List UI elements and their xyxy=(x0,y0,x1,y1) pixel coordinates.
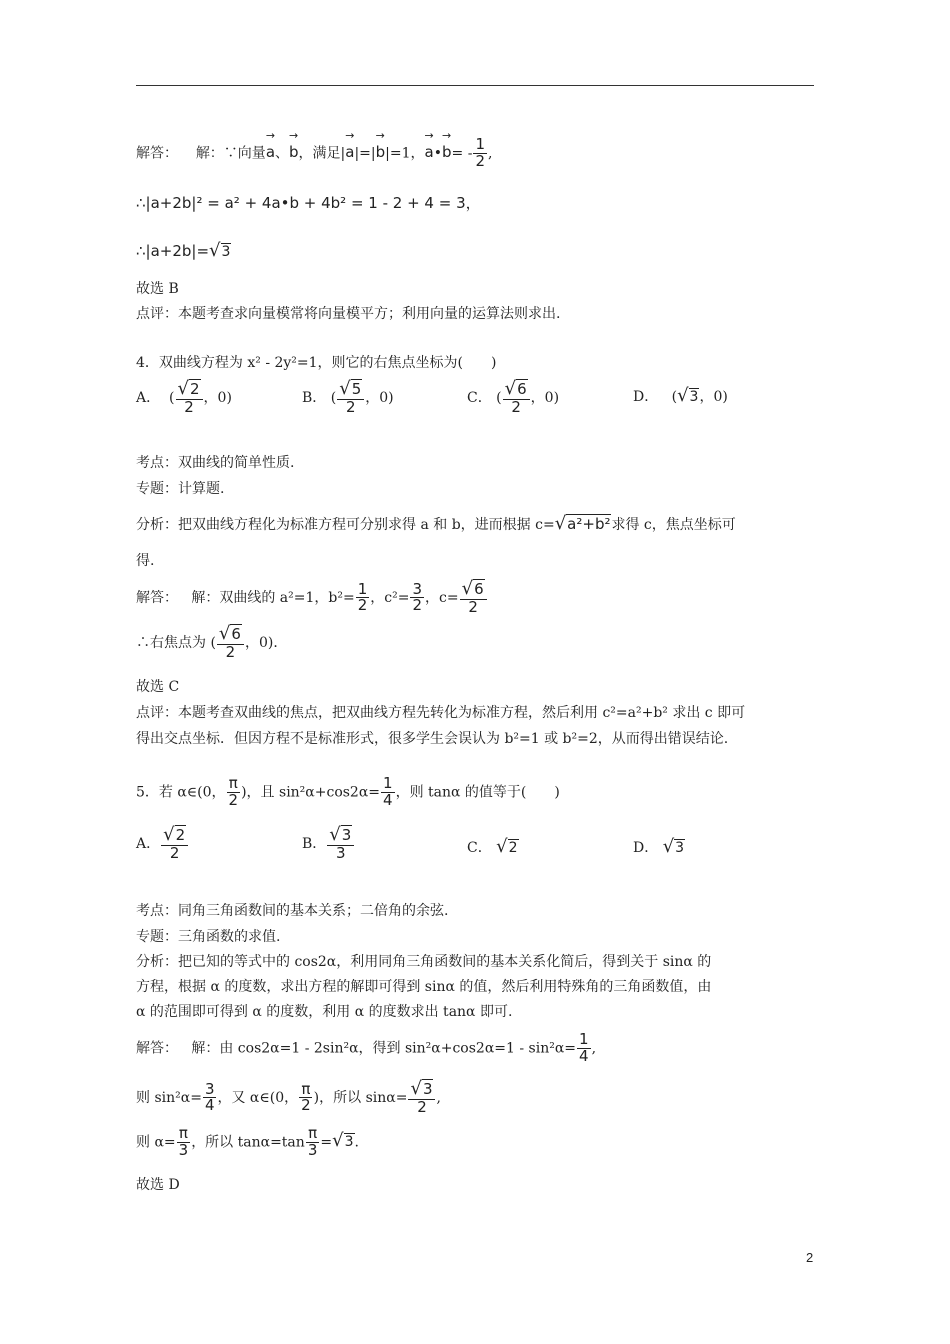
text: , xyxy=(591,1040,597,1057)
denominator: 4 xyxy=(204,1096,215,1115)
radicand: 6 xyxy=(231,625,241,643)
q5-answer: 故选 D xyxy=(136,1177,180,1193)
text: ，c= xyxy=(425,589,459,606)
fraction xyxy=(337,380,364,416)
q5-solution-line1 xyxy=(136,1032,596,1065)
text: ，满足| xyxy=(298,145,346,162)
q5-fenxi-line2: 方程，根据 α 的度数，求出方程的解即可得到 sinα 的值，然后利用特殊角的三角函数值，由 xyxy=(136,979,712,995)
q5-option-c xyxy=(467,836,519,857)
denominator: 3 xyxy=(336,843,346,862)
text: ∴|a+2b|= xyxy=(136,242,210,260)
text: 解：∵向量 xyxy=(195,145,266,162)
sqrt: √3 xyxy=(209,240,231,261)
radicand: 2 xyxy=(189,380,200,398)
text: , xyxy=(436,1089,441,1106)
label: D． xyxy=(633,389,659,405)
numerator: √2 xyxy=(161,826,188,846)
equation: ∴|a+2b|² = a² + 4a•b + 4b² = 1 - 2 + 4 = 3， xyxy=(136,194,481,212)
text: = xyxy=(320,1134,333,1151)
q5-fenxi-line3: α 的范围即可得到 α 的度数，利用 α 的度数求出 tanα 即可. xyxy=(136,1004,513,1020)
fraction xyxy=(306,1126,320,1159)
vector-b: → b xyxy=(289,139,299,161)
denominator: 3 xyxy=(178,1140,189,1159)
q5-zhuanti: 专题：三角函数的求值. xyxy=(136,929,281,945)
numerator: π xyxy=(308,1124,318,1142)
denominator: 4 xyxy=(579,1046,589,1065)
sqrt: √a²+b² xyxy=(554,513,611,534)
q5-option-a xyxy=(136,826,189,862)
q4-option-b xyxy=(302,380,394,416)
header-rule xyxy=(136,85,814,86)
text: )，且 sin²α+cos2α= xyxy=(241,784,381,801)
q5-fenxi-line1: 分析：把已知的等式中的 cos2α，利用同角三角函数间的基本关系化简后，得到关于 sinα 的 xyxy=(136,954,712,970)
text: ，则 tanα 的值等于( ) xyxy=(395,784,560,801)
label: B． xyxy=(302,389,327,406)
denominator: 4 xyxy=(383,790,393,809)
denominator: 2 xyxy=(468,597,478,616)
denominator: 2 xyxy=(301,1096,311,1115)
denominator: 2 xyxy=(475,151,485,170)
numerator: 1 xyxy=(383,774,393,792)
radicand: 2 xyxy=(508,840,518,856)
fraction xyxy=(410,579,424,615)
text: ，0) xyxy=(530,389,560,406)
text: ，又 α∈(0， xyxy=(217,1089,299,1106)
text: ( xyxy=(169,389,175,406)
fraction xyxy=(161,826,188,862)
q3-solution-line2 xyxy=(136,192,481,213)
label: A． xyxy=(136,389,161,406)
denominator: 2 xyxy=(225,642,236,661)
fraction xyxy=(356,579,370,615)
text: ，0) xyxy=(365,389,394,406)
numerator: 1 xyxy=(357,579,368,598)
numerator: √6 xyxy=(217,625,244,645)
radicand: 3 xyxy=(341,826,352,844)
numerator: √6 xyxy=(460,580,487,600)
text: = - xyxy=(451,145,473,162)
fraction xyxy=(327,826,354,862)
fraction xyxy=(503,380,530,416)
q4-zhuanti: 专题：计算题. xyxy=(136,481,225,497)
numerator: √5 xyxy=(337,380,364,400)
q4-option-d xyxy=(633,385,728,406)
vector-b: → b xyxy=(376,139,386,161)
numerator: π xyxy=(178,1124,188,1142)
numerator: π xyxy=(228,774,238,792)
radicand: 2 xyxy=(175,826,186,844)
q4-comment-line1: 点评：本题考查双曲线的焦点，把双曲线方程先转化为标准方程，然后利用 c²=a²+b² 求出 c 即可 xyxy=(136,705,746,721)
q5-option-b xyxy=(302,826,355,862)
label: C． xyxy=(467,840,492,856)
denominator: 2 xyxy=(511,397,521,416)
label: 解答： xyxy=(136,589,178,606)
sqrt: √3 xyxy=(662,836,685,857)
numerator: √3 xyxy=(408,1080,435,1100)
q5-solution-line2 xyxy=(136,1080,441,1116)
numerator: √6 xyxy=(503,380,530,400)
text: ，0) xyxy=(699,389,728,405)
fraction xyxy=(299,1079,313,1115)
radicand: 6 xyxy=(474,580,484,598)
text: ( xyxy=(330,389,337,406)
denominator: 2 xyxy=(357,596,368,615)
text: , xyxy=(488,145,493,162)
fraction xyxy=(473,137,487,170)
numerator: 1 xyxy=(475,135,485,153)
q4-fenxi-line1 xyxy=(136,513,736,534)
label: 解答： xyxy=(136,1040,178,1057)
text: |=| xyxy=(354,145,376,162)
text: . xyxy=(354,1134,359,1151)
text: |=1， xyxy=(385,145,425,162)
text: 则 α= xyxy=(136,1134,176,1151)
fraction xyxy=(177,1126,191,1159)
numerator: 3 xyxy=(204,1079,215,1098)
q5-option-d xyxy=(633,836,685,857)
numerator: √3 xyxy=(327,826,354,846)
vector-a: → a xyxy=(425,139,434,161)
radicand: 5 xyxy=(351,380,362,398)
denominator: 3 xyxy=(307,1140,318,1159)
fraction xyxy=(217,625,244,661)
page-number: 2 xyxy=(806,1250,814,1265)
fraction xyxy=(227,776,241,809)
radicand: 6 xyxy=(517,380,527,398)
q4-option-a xyxy=(136,380,232,416)
numerator: 1 xyxy=(579,1030,589,1048)
fraction xyxy=(408,1080,435,1116)
q5-kaodian: 考点：同角三角函数间的基本关系；二倍角的余弦. xyxy=(136,903,449,919)
sqrt: √2 xyxy=(496,836,518,857)
text: 、 xyxy=(275,145,290,162)
label: 解答： xyxy=(136,145,178,162)
text: ，所以 tanα=tan xyxy=(191,1134,305,1151)
text: 求得 c，焦点坐标可 xyxy=(611,517,736,533)
radicand: 3 xyxy=(221,244,231,260)
vector-b: → b xyxy=(442,139,452,161)
label: C． xyxy=(467,389,492,406)
sqrt: √3 xyxy=(332,1130,354,1152)
label: D． xyxy=(633,840,659,856)
numerator: π xyxy=(301,1079,311,1098)
denominator: 2 xyxy=(417,1097,427,1116)
radicand: a²+b² xyxy=(567,515,611,533)
denominator: 2 xyxy=(228,790,239,809)
fraction xyxy=(381,776,395,809)
label: A． xyxy=(136,835,161,852)
text: ，0)． xyxy=(244,634,288,651)
text: 5．若 α∈(0， xyxy=(136,784,226,801)
q4-stem: 4．双曲线方程为 x² - 2y²=1，则它的右焦点坐标为( ) xyxy=(136,355,497,371)
q4-answer: 故选 C xyxy=(136,679,180,695)
text: ∴右焦点为 ( xyxy=(136,634,216,651)
text: ，c²= xyxy=(370,589,410,606)
numerator: √2 xyxy=(176,380,203,400)
radicand: 3 xyxy=(689,389,699,405)
label: B． xyxy=(302,835,327,852)
q3-solution-line3 xyxy=(136,240,231,261)
radicand: 3 xyxy=(344,1134,354,1151)
q4-comment-line2: 得出交点坐标．但因方程不是标准形式，很多学生会误认为 b²=1 或 b²=2，从而得出错误结论. xyxy=(136,731,729,747)
q3-comment: 点评：本题考查求向量模常将向量模平方；利用向量的运算法则求出. xyxy=(136,306,561,322)
fraction xyxy=(577,1032,591,1065)
vector-a: → a xyxy=(266,139,275,161)
denominator: 2 xyxy=(184,397,194,416)
text: • xyxy=(433,145,442,162)
q3-solution-line1 xyxy=(136,137,492,170)
denominator: 2 xyxy=(345,397,356,416)
text: ( xyxy=(671,389,678,405)
sqrt: √3 xyxy=(677,385,699,406)
numerator: 3 xyxy=(412,579,422,598)
text: 解：双曲线的 a²=1，b²= xyxy=(191,589,355,606)
text: ( xyxy=(496,389,502,406)
vector-a: → a xyxy=(345,139,354,161)
fraction xyxy=(203,1079,217,1115)
q4-solution-line2 xyxy=(136,625,287,661)
q3-answer: 故选 B xyxy=(136,281,179,297)
radicand: 3 xyxy=(422,1080,433,1098)
q4-solution-line1 xyxy=(136,580,488,616)
q5-solution-line3 xyxy=(136,1126,359,1159)
text: 分析：把双曲线方程化为标准方程可分别求得 a 和 b，进而根据 c= xyxy=(136,517,555,533)
q4-kaodian: 考点：双曲线的简单性质. xyxy=(136,455,295,471)
q4-option-c xyxy=(467,380,559,416)
fraction xyxy=(460,580,487,616)
fraction xyxy=(176,380,203,416)
q4-fenxi-line2: 得. xyxy=(136,553,155,569)
text: )，所以 sinα= xyxy=(313,1089,408,1106)
denominator: 2 xyxy=(169,843,180,862)
text: 解：由 cos2α=1 - 2sin²α，得到 sin²α+cos2α=1 - sin²α= xyxy=(191,1040,577,1057)
radicand: 3 xyxy=(675,840,685,856)
text: 则 sin²α= xyxy=(136,1089,202,1106)
text: ，0) xyxy=(203,389,232,406)
denominator: 2 xyxy=(412,596,422,615)
q5-stem xyxy=(136,776,560,809)
